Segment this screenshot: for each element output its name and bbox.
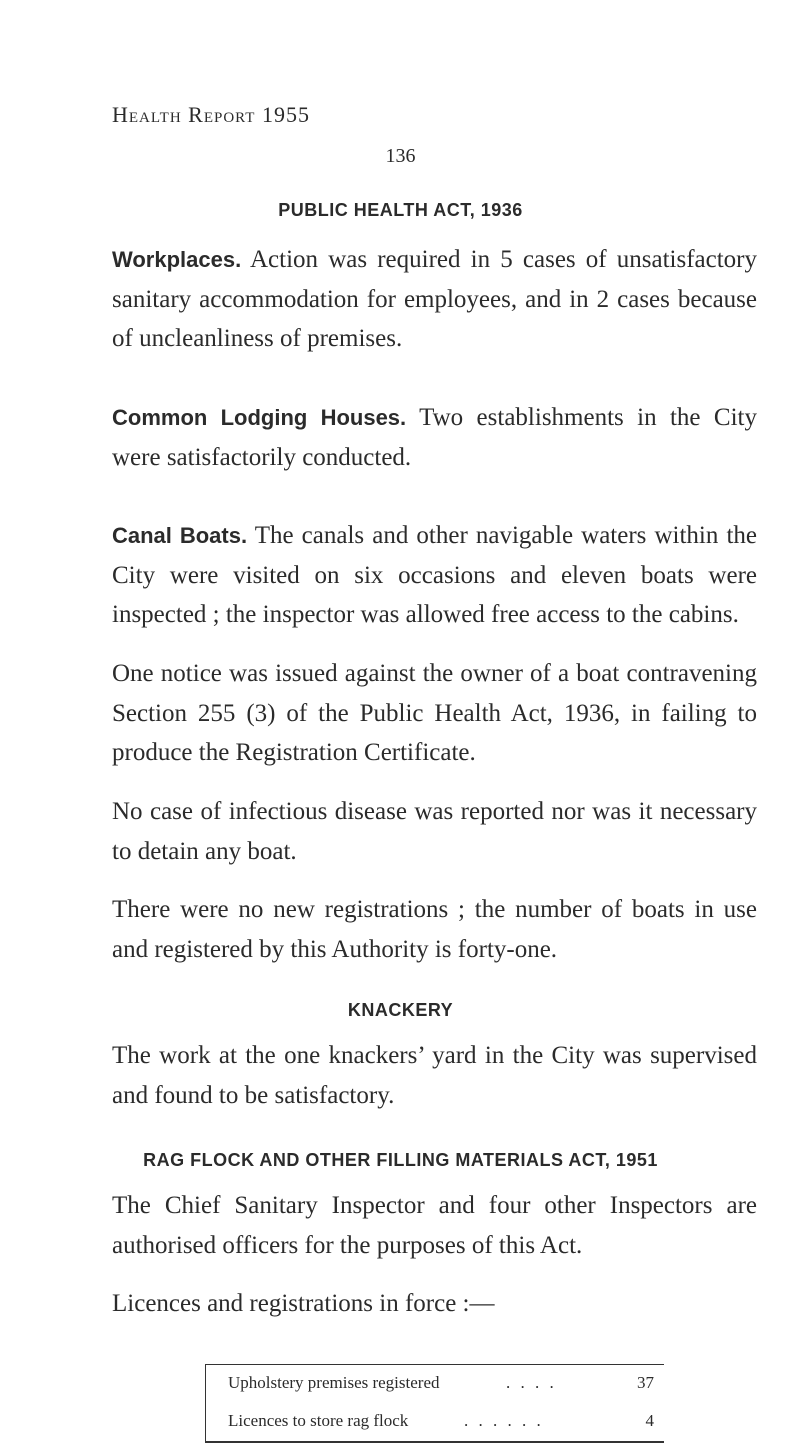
lodging-lead: Common Lodging Houses. [112,405,407,430]
table-row-label: Upholstery premises registered [228,1373,440,1392]
table-row [206,1365,664,1403]
section-heading-public-health: PUBLIC HEALTH ACT, 1936 [278,200,523,220]
section-heading-knackery: KNACKERY [347,1000,454,1020]
licences-table [205,1364,664,1443]
table-row-value: 37 [637,1373,654,1392]
canal-lead: Canal Boats. [112,523,248,548]
workplaces-text: Action was required in 5 cases of unsatisfactory sanitary accommodation for employees, and in 2 cases because of uncleanliness of premises. [112,246,758,352]
table-row-leader-dots: . . . . [506,1373,557,1392]
table-row-value: 4 [645,1411,654,1430]
paragraph-registrations: There were no new registrations ; the number of boats in use and registered by this Authority is forty-one. [112,896,757,963]
canal-text: The canals and other navigable waters within the City were visited on six occasions and eleven boats were inspected ; the inspector was allowed free access to the cabins. [112,522,757,628]
page-number: 136 [385,145,416,167]
running-title: Health Report 1955 [112,102,310,127]
paragraph-infectious: No case of infectious disease was reported nor was it necessary to detain any boat. [112,798,757,865]
table-row-leader-dots: . . . . . . [464,1411,544,1430]
lodging-text: Two establishments in the City were satisfactorily conducted. [112,404,757,471]
paragraph-notice: One notice was issued against the owner of a boat contravening Section 255 (3) of the Public Health Act, 1936, in failing to produce the Registration Certificate. [112,660,757,766]
paragraph-lodging-houses [112,398,757,477]
paragraph-knackery: The work at the one knackers’ yard in the City was supervised and found to be satisfactory. [112,1042,757,1109]
section-heading-rag-flock: RAG FLOCK AND OTHER FILLING MATERIALS ACT, 1951 [143,1150,658,1170]
workplaces-lead: Workplaces. [112,247,242,272]
table-row-label: Licences to store rag flock [228,1411,409,1430]
paragraph-rag-flock: The Chief Sanitary Inspector and four other Inspectors are authorised officers for the purposes of this Act. [112,1192,757,1259]
table-row [206,1403,664,1441]
paragraph-workplaces [112,240,757,359]
paragraph-licences-intro: Licences and registrations in force :— [112,1290,495,1317]
paragraph-canal-boats [112,516,757,635]
